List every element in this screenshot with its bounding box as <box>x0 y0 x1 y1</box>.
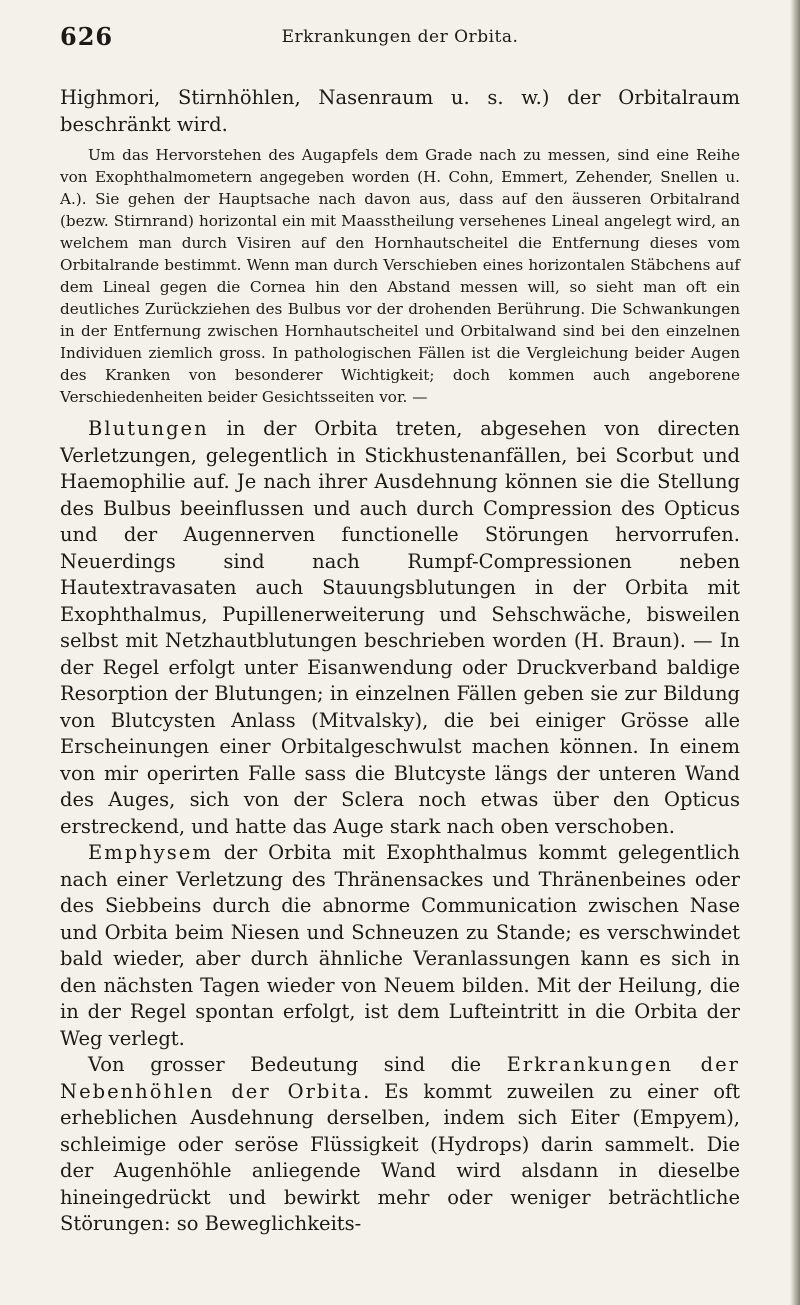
body-text <box>60 85 740 1238</box>
term-blutungen: Blutungen <box>88 417 209 440</box>
paragraph-nebenhoehlen-text: . Es kommt zuweilen zu einer oft erheblichen Ausdehnung derselben, indem sich Eiter (Empyem), schleimige oder seröse Flüssigkeit (Hydrops) darin sammelt. Die der Augenhöhle anliegende Wand wird alsdann in dieselbe hineingedrückt und bewirkt mehr oder weniger beträchtliche Störungen: so Beweglichkeits- <box>60 1079 740 1235</box>
term-emphysem: Emphysem <box>88 841 213 864</box>
term-nebenhoehlen: Erkrankungen der Nebenhöhlen der Orbita <box>60 1053 740 1103</box>
paragraph-blutungen <box>60 416 740 840</box>
page-number: 626 <box>60 22 114 51</box>
page-header <box>60 22 740 62</box>
paragraph-blutungen-text: in der Orbita treten, abgesehen von directen Verletzungen, gelegentlich in Stickhustenanfällen, bei Scorbut und Haemophilie auf. Je nach ihrer Ausdehnung können sie die Stellung des Bulbus beeinflussen und auch durch Compression des Opticus und der Augennerven functionelle Störungen hervorrufen. Neuerdings sind nach Rumpf-Compressionen neben Hautextravasaten auch Stauungsblutungen in der Orbita mit Exophthalmus, Pupillenerweiterung und Sehschwäche, bisweilen selbst mit Netzhautblutungen beschrieben worden (H. Braun). — In der Regel erfolgt unter Eisanwendung oder Druckverband baldige Resorption der Blutungen; in einzelnen Fällen geben sie zur Bildung von Blutcysten Anlass (Mitvalsky), die bei einiger Grösse alle Erscheinungen einer Orbitalgeschwulst machen können. In einem von mir operirten Falle sass die Blutcyste längs der unteren Wand des Auges, sich von der Sclera noch etwas über den Opticus erstreckend, und hatte das Auge stark nach oben verschoben. <box>60 417 740 838</box>
paragraph-exophthalmometer: Um das Hervorstehen des Augapfels dem Grade nach zu messen, sind eine Reihe von Exophthalmometern angegeben worden (H. Cohn, Emmert, Zehender, Snellen u. A.). Sie gehen der Hauptsache nach davon aus, dass auf den äusseren Orbitalrand (bezw. Stirnrand) horizontal ein mit Maasstheilung versehenes Lineal angelegt wird, an welchem man durch Visiren auf den Hornhautscheitel die Entfernung dieses vom Orbitalrande bestimmt. Wenn man durch Verschieben eines horizontalen Stäbchens auf dem Lineal gegen die Cornea hin den Abstand messen will, so sieht man oft ein deutliches Zurückziehen des Bulbus vor der drohenden Berührung. Die Schwankungen in der Entfernung zwischen Hornhautscheitel und Orbitalwand sind bei den einzelnen Individuen ziemlich gross. In pathologischen Fällen ist die Vergleichung beider Augen des Kranken von besonderer Wichtigkeit; doch kommen auch angeborene Verschiedenheiten beider Gesichtsseiten vor. — <box>60 146 740 406</box>
running-title: Erkrankungen der Orbita. <box>281 27 519 47</box>
paragraph-continuation: Highmori, Stirnhöhlen, Nasenraum u. s. w.) der Orbitalraum beschränkt wird. <box>60 86 740 136</box>
paragraph-emphysem-text: der Orbita mit Exophthalmus kommt gelegentlich nach einer Verletzung des Thränensackes und Thränenbeines oder des Siebbeins durch die abnorme Communication zwischen Nase und Orbita beim Niesen und Schneuzen zu Stande; es verschwindet bald wieder, aber durch ähnliche Veranlassungen kann es sich in den nächsten Tagen wieder von Neuem bilden. Mit der Heilung, die in der Regel spontan erfolgt, ist dem Lufteintritt in die Orbita der Weg verlegt. <box>60 841 740 1050</box>
paragraph-nebenhoehlen-prefix: Von grosser Bedeutung sind die <box>88 1053 507 1076</box>
paragraph-nebenhoehlen <box>60 1052 740 1238</box>
page-binding-shadow <box>790 0 800 1305</box>
paragraph-emphysem <box>60 840 740 1052</box>
